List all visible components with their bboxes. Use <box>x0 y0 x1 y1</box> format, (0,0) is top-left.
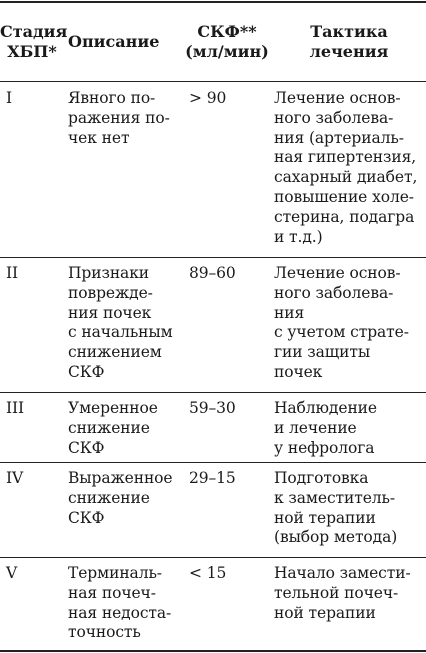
gfr-cell: < 15 <box>189 564 227 582</box>
row-divider <box>0 557 426 558</box>
header-gfr: СКФ** (мл/мин) <box>185 22 269 61</box>
header-stage: Стадия ХБП* <box>0 22 68 61</box>
tactics-cell: Подготовка к заместитель- ной терапии (выбор метода) <box>274 469 398 547</box>
tactics-cell: Лечение основ- ного заболева- ния с учетом страте- гии защиты почек <box>274 264 409 381</box>
gfr-cell: > 90 <box>189 89 227 107</box>
description-cell: Явного по- ражения по- чек нет <box>68 89 170 147</box>
stage-cell: II <box>6 264 19 282</box>
tactics-cell: Начало замести- тельной почеч- ной терапии <box>274 564 411 622</box>
gfr-cell: 89–60 <box>189 264 236 282</box>
row-divider <box>0 257 426 258</box>
tactics-cell: Лечение основ- ного заболева- ния (артериаль- ная гипертензия, сахарный диабет, повышение холе- стерина, подагра и т.д.) <box>274 89 418 246</box>
table-top-rule <box>0 1 426 3</box>
description-cell: Признаки поврежде- ния почек с начальным снижением СКФ <box>68 264 173 381</box>
stage-cell: I <box>6 89 13 107</box>
row-divider <box>0 462 426 463</box>
gfr-cell: 59–30 <box>189 399 236 417</box>
stage-cell: V <box>6 564 18 582</box>
row-divider <box>0 392 426 393</box>
description-cell: Умеренное снижение СКФ <box>68 399 158 457</box>
header-tactics: Тактика лечения <box>309 22 389 61</box>
tactics-cell: Наблюдение и лечение у нефролога <box>274 399 377 457</box>
table-bottom-rule <box>0 650 426 652</box>
header-description: Описание <box>68 32 160 51</box>
stage-cell: IV <box>6 469 24 487</box>
gfr-cell: 29–15 <box>189 469 236 487</box>
description-cell: Терминаль- ная почеч- ная недоста- точность <box>68 564 172 642</box>
header-bottom-rule <box>0 81 426 82</box>
stage-cell: III <box>6 399 25 417</box>
description-cell: Выраженное снижение СКФ <box>68 469 173 527</box>
